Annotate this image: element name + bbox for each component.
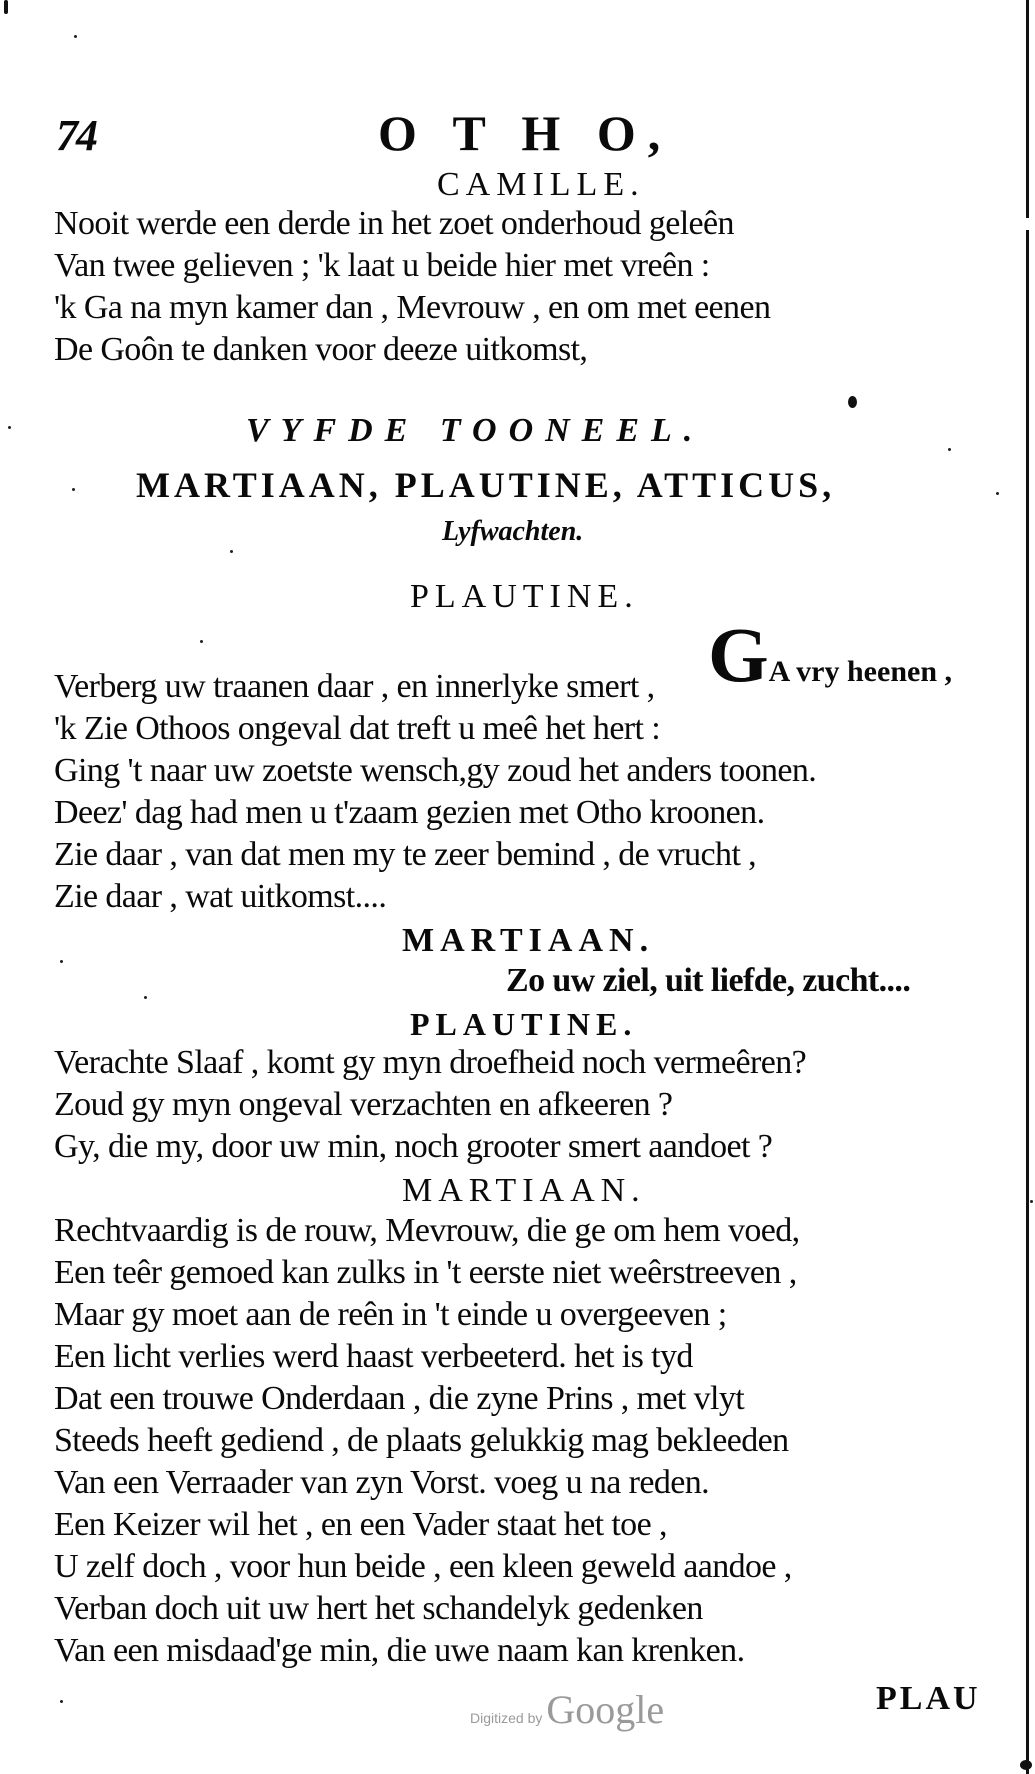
drop-cap-line (708, 611, 952, 698)
scan-speck (230, 550, 233, 553)
verse-line: Verberg uw traanen daar , en innerlyke smert , (54, 668, 655, 705)
running-head: O T H O, (378, 105, 673, 161)
scene-title: VYFDE TOONEEL. (246, 412, 705, 449)
verse-line: Verban doch uit uw hert het schandelyk gedenken (54, 1590, 703, 1627)
digitized-watermark (470, 1686, 664, 1733)
verse-line: Een teêr gemoed kan zulks in 't eerste niet weêrstreeven , (54, 1254, 797, 1291)
scene-cast-extra: Lyfwachten. (442, 516, 584, 547)
scan-speck (1030, 1200, 1033, 1203)
verse-line: Van twee gelieven ; 'k laat u beide hier met vreên : (54, 247, 710, 284)
verse-line: Nooit werde een derde in het zoet onderhoud geleên (54, 205, 734, 242)
scan-speck (8, 426, 11, 429)
verse-line: De Goôn te danken voor deeze uitkomst, (54, 331, 588, 368)
verse-line-rest: A vry heenen , (768, 655, 952, 688)
verse-line: Een Keizer wil het , en een Vader staat het toe , (54, 1506, 667, 1543)
verse-line: Ging 't naar uw zoetste wensch,gy zoud het anders toonen. (54, 752, 817, 789)
watermark-prefix: Digitized by (470, 1710, 543, 1726)
scan-speck (60, 960, 63, 963)
google-logo-text: Google (546, 1687, 665, 1732)
scan-speck (200, 640, 203, 643)
verse-line: Van een Verraader van zyn Vorst. voeg u na reden. (54, 1464, 710, 1501)
scan-speck (144, 996, 147, 999)
verse-line: Deez' dag had men u t'zaam gezien met Otho kroonen. (54, 794, 765, 831)
verse-line: Rechtvaardig is de rouw, Mevrouw, die ge om hem voed, (54, 1212, 800, 1249)
ink-blot (1020, 1760, 1032, 1770)
verse-line: 'k Zie Othoos ongeval dat treft u meê het hert : (54, 710, 661, 747)
drop-cap: G (708, 611, 769, 698)
scan-speck (60, 1700, 63, 1703)
verse-line: Dat een trouwe Onderdaan , die zyne Prins , met vlyt (54, 1380, 745, 1417)
speaker-martiaan: MARTIAAN. (402, 922, 655, 959)
verse-line: Zie daar , van dat men my te zeer bemind , de vrucht , (54, 836, 757, 873)
scene-cast: MARTIAAN, PLAUTINE, ATTICUS, (136, 465, 836, 505)
ink-blot (848, 396, 857, 408)
scan-speck (74, 35, 77, 38)
verse-line: U zelf doch , voor hun beide , een kleen geweld aandoe , (54, 1548, 792, 1585)
scan-speck (996, 492, 999, 495)
verse-line: Van een misdaad'ge min, die uwe naam kan krenken. (54, 1632, 745, 1669)
speaker-martiaan: MARTIAAN. (402, 1172, 646, 1209)
scan-speck (72, 488, 75, 491)
verse-line: Zie daar , wat uitkomst.... (54, 878, 387, 915)
verse-line: Steeds heeft gediend , de plaats gelukkig mag bekleeden (54, 1422, 789, 1459)
verse-line: Zoud gy myn ongeval verzachten en afkeeren ? (54, 1086, 673, 1123)
page-edge-gap (1024, 218, 1032, 230)
corner-mark (4, 0, 8, 14)
verse-line: Een licht verlies werd haast verbeeterd. het is tyd (54, 1338, 693, 1375)
scan-speck (948, 448, 951, 451)
verse-line: Gy, die my, door uw min, noch grooter smert aandoet ? (54, 1128, 773, 1165)
speaker-plautine: PLAUTINE. (410, 1006, 638, 1042)
verse-line: Maar gy moet aan de reên in 't einde u overgeeven ; (54, 1296, 727, 1333)
catchword: PLAU (876, 1680, 981, 1717)
verse-line: 'k Ga na myn kamer dan , Mevrouw , en om met eenen (54, 289, 771, 326)
speaker-camille: CAMILLE. (437, 166, 645, 203)
verse-line: Verachte Slaaf , komt gy myn droefheid noch vermeêren? (54, 1044, 807, 1081)
verse-line: Zo uw ziel, uit liefde, zucht.... (506, 962, 911, 999)
speaker-plautine: PLAUTINE. (410, 578, 639, 615)
page-edge-line (1026, 0, 1029, 1774)
page-number: 74 (56, 111, 96, 160)
